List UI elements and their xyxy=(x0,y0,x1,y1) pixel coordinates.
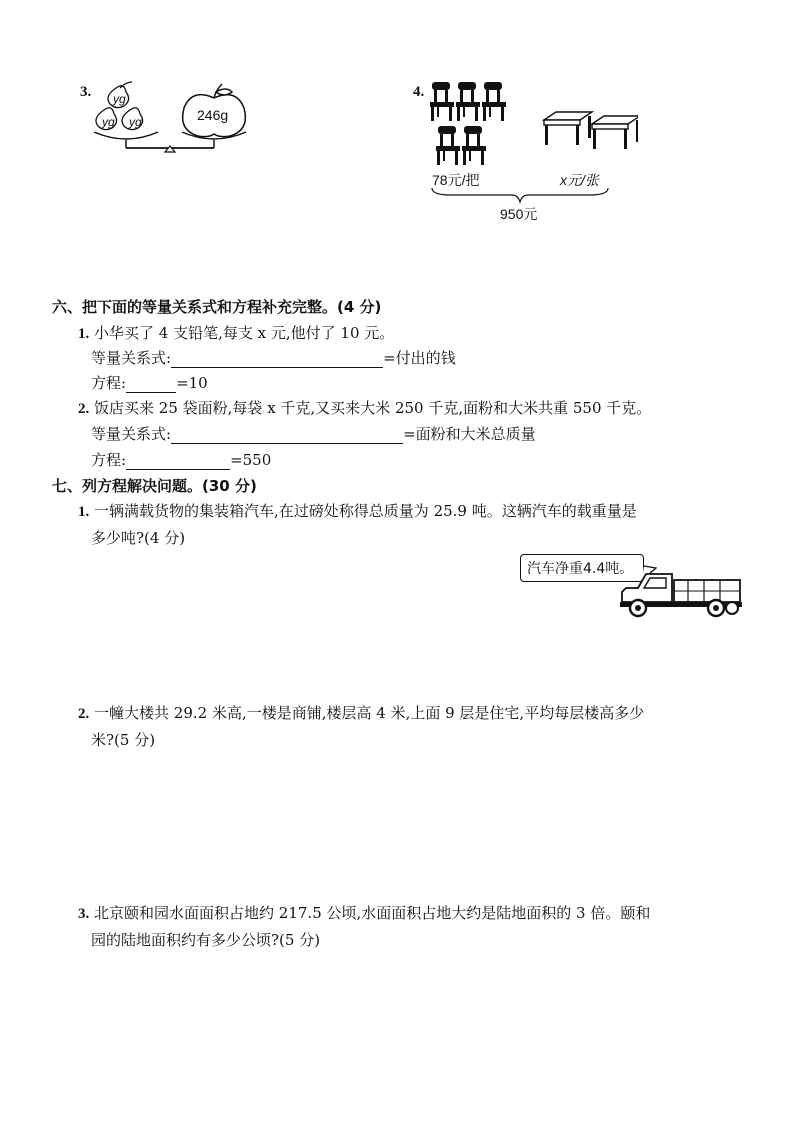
total-brace xyxy=(430,186,610,204)
question-line-2: 园的陆地面积约有多少公顷?(5 分) xyxy=(91,931,321,949)
section-6-title: 六、把下面的等量关系式和方程补充完整。(4 分) xyxy=(52,298,382,316)
equation-blank[interactable] xyxy=(126,376,176,393)
section-7-q2 xyxy=(78,700,644,753)
question-line-1: 北京颐和园水面面积占地约 217.5 公顷,水面面积占地大约是陆地面积的 3 倍。颐和 xyxy=(94,904,651,922)
relation-label: 等量关系式: xyxy=(91,425,172,443)
chairs-tables-figure xyxy=(428,80,638,172)
speech-bubble-text: 汽车净重4.4吨。 xyxy=(527,561,634,577)
figure-4-number: 4. xyxy=(413,84,425,100)
section-6-q1-equation xyxy=(91,373,208,393)
truck-icon xyxy=(616,562,746,618)
apple-label: 246g xyxy=(197,107,229,123)
section-7-q1 xyxy=(78,498,637,551)
figure-3-number: 3. xyxy=(80,84,92,100)
question-number: 1. xyxy=(78,504,90,520)
relation-blank[interactable] xyxy=(171,427,403,444)
equation-suffix: =10 xyxy=(176,374,208,392)
equation-label: 方程: xyxy=(91,374,127,392)
peach-label-right: yg xyxy=(129,115,142,129)
peach-label-top: yg xyxy=(113,92,126,106)
section-6-q1-relation xyxy=(91,348,456,368)
section-7-title: 七、列方程解决问题。(30 分) xyxy=(52,477,257,495)
question-number: 1. xyxy=(78,326,90,342)
question-text: 小华买了 4 支铅笔,每支 x 元,他付了 10 元。 xyxy=(94,324,395,342)
equation-label: 方程: xyxy=(91,451,127,469)
question-number: 2. xyxy=(78,401,90,417)
peach-label-left: yg xyxy=(102,115,115,129)
question-text: 饭店买来 25 袋面粉,每袋 x 千克,又买来大米 250 千克,面粉和大米共重 550 千克。 xyxy=(94,399,652,417)
question-number: 3. xyxy=(78,906,90,922)
section-6-q2 xyxy=(78,398,651,419)
question-line-2: 多少吨?(4 分) xyxy=(91,529,186,547)
table-icon xyxy=(544,112,638,149)
question-line-2: 米?(5 分) xyxy=(91,731,156,749)
table-price-label: x元/张 xyxy=(560,172,599,188)
relation-suffix: =面粉和大米总质量 xyxy=(403,425,536,443)
total-label: 950元 xyxy=(500,206,538,222)
relation-blank[interactable] xyxy=(171,351,383,368)
relation-suffix: =付出的钱 xyxy=(383,349,456,367)
section-6-q2-equation xyxy=(91,450,271,470)
question-number: 2. xyxy=(78,706,90,722)
chair-price-label: 78元/把 xyxy=(432,172,480,188)
equation-blank[interactable] xyxy=(126,453,230,470)
chair-icon xyxy=(430,82,506,165)
section-6-q1 xyxy=(78,323,394,344)
relation-label: 等量关系式: xyxy=(91,349,172,367)
section-7-q3 xyxy=(78,900,650,953)
question-line-1: 一幢大楼共 29.2 米高,一楼是商铺,楼层高 4 米,上面 9 层是住宅,平均每层楼高多少 xyxy=(94,704,645,722)
question-line-1: 一辆满载货物的集装箱汽车,在过磅处称得总质量为 25.9 吨。这辆汽车的载重量是 xyxy=(94,502,637,520)
section-6-q2-relation xyxy=(91,424,536,444)
equation-suffix: =550 xyxy=(230,451,272,469)
